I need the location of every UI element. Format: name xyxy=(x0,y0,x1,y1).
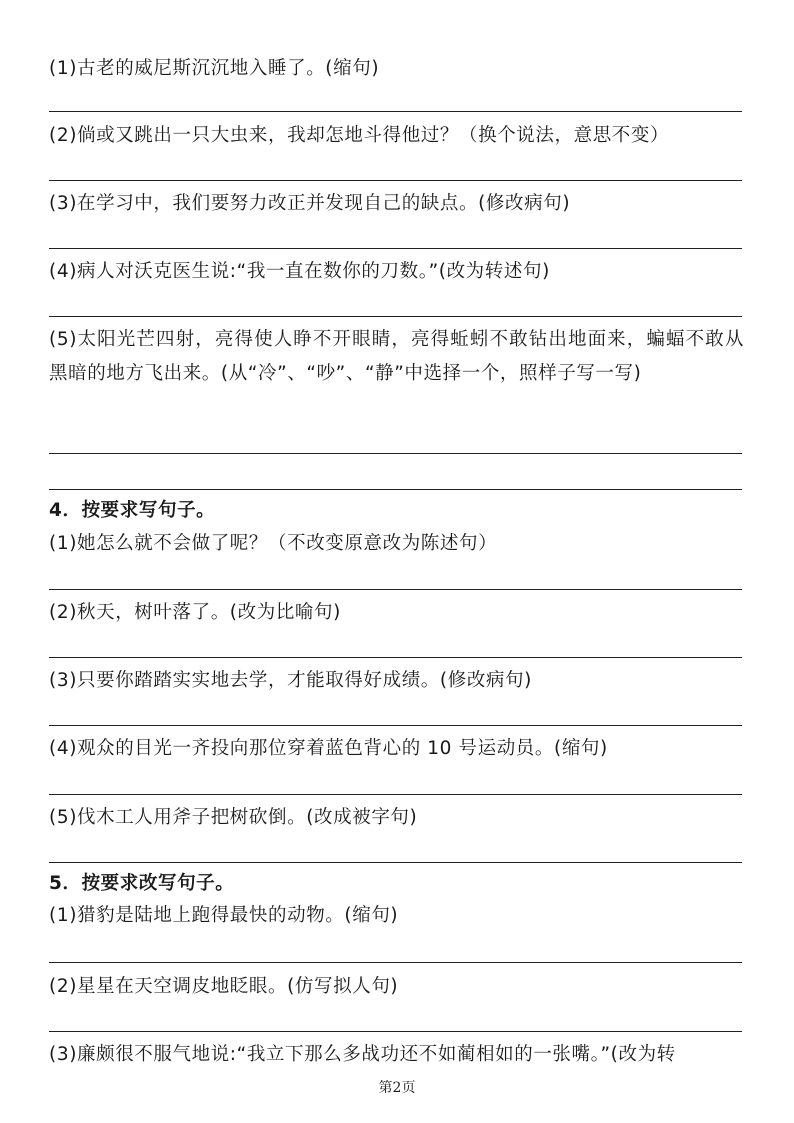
question-item: (2)星星在天空调皮地眨眼。(仿写拟人句) xyxy=(49,976,399,997)
answer-line xyxy=(49,794,742,795)
answer-line xyxy=(49,657,742,658)
answer-line xyxy=(49,248,742,249)
answer-line xyxy=(49,180,742,181)
question-item: (1)她怎么就不会做了呢？（不改变原意改为陈述句） xyxy=(49,533,498,554)
question-item: (2)秋天，树叶落了。(改为比喻句) xyxy=(49,602,341,623)
answer-line xyxy=(49,316,742,317)
answer-line xyxy=(49,862,742,863)
answer-line xyxy=(49,111,742,112)
section-heading: 5．按要求改写句子。 xyxy=(49,873,235,894)
question-item: (5)伐木工人用斧子把树砍倒。(改成被字句) xyxy=(49,807,418,828)
question-item: (5)太阳光芒四射，亮得使人睁不开眼睛，亮得蚯蚓不敢钻出地面来，蝙蝠不敢从黑暗的地方飞出来。(从“冷”、“吵”、“静”中选择一个，照样子写一写) xyxy=(49,329,744,384)
page-number: 第2页 xyxy=(378,1080,416,1096)
answer-line xyxy=(49,453,742,454)
question-item: (4)观众的目光一齐投向那位穿着蓝色背心的 10 号运动员。(缩句) xyxy=(49,738,608,759)
answer-line xyxy=(49,589,742,590)
question-item: (1)古老的威尼斯沉沉地入睡了。(缩句) xyxy=(49,58,380,79)
question-item: (4)病人对沃克医生说:“我一直在数你的刀数。”(改为转述句) xyxy=(49,261,550,282)
answer-line xyxy=(49,725,742,726)
section-heading: 4．按要求写句子。 xyxy=(49,500,216,521)
answer-line xyxy=(49,489,742,490)
question-item: (2)倘或又跳出一只大虫来，我却怎地斗得他过？（换个说法，意思不变） xyxy=(49,125,670,146)
question-item: (3)只要你踏踏实实地去学，才能取得好成绩。(修改病句) xyxy=(49,670,532,691)
answer-line xyxy=(49,962,742,963)
question-item: (3)在学习中，我们要努力改正并发现自己的缺点。(修改病句) xyxy=(49,193,571,214)
answer-line xyxy=(49,1031,742,1032)
question-item: (1)猎豹是陆地上跑得最快的动物。(缩句) xyxy=(49,905,399,926)
question-item: (3)廉颇很不服气地说:“我立下那么多战功还不如蔺相如的一张嘴。”(改为转 xyxy=(49,1044,676,1065)
